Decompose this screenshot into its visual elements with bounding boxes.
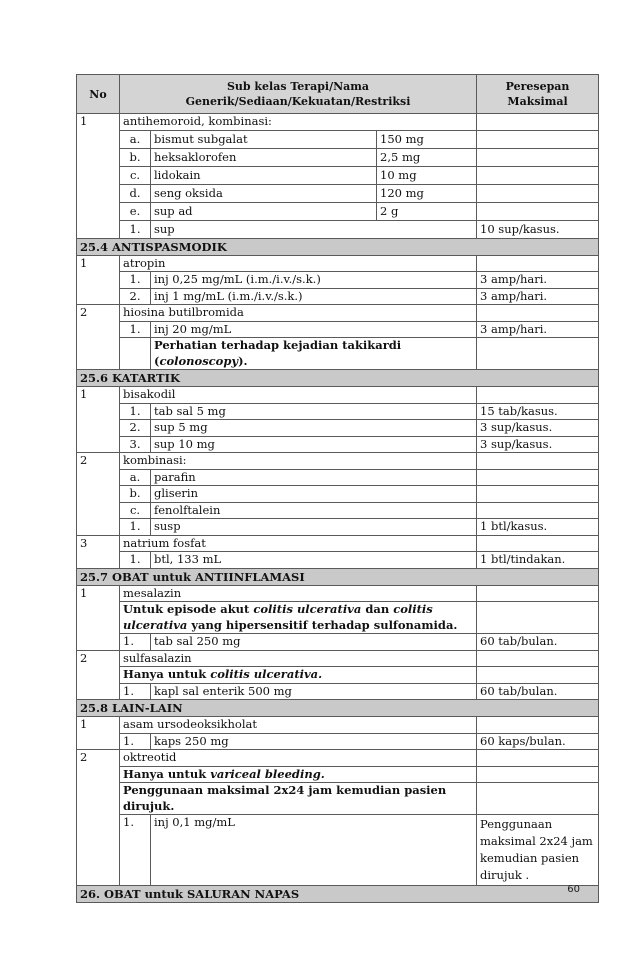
dosage-form: inj 0,1 mg/mL	[151, 815, 477, 886]
row-number: 1	[77, 717, 120, 750]
max-prescription: Penggunaan maksimal 2x24 jam kemudian pasien dirujuk .	[477, 815, 599, 886]
dosage-form: tab sal 5 mg	[151, 403, 477, 420]
table-row: c. lidokain 10 mg	[77, 166, 599, 184]
dosage-form: kaps 250 mg	[151, 733, 477, 750]
row-number: 1	[77, 114, 120, 239]
max-prescription: 3 sup/kasus.	[477, 420, 599, 437]
table-row: e. sup ad 2 g	[77, 202, 599, 220]
component-dose: 150 mg	[377, 130, 477, 148]
row-number: 3	[77, 535, 120, 568]
table-row: 1. susp 1 btl/kasus.	[77, 519, 599, 536]
component-dose: 2,5 mg	[377, 148, 477, 166]
row-number: 2	[77, 453, 120, 536]
component-name: bismut subgalat	[151, 130, 377, 148]
component-dose: 2 g	[377, 202, 477, 220]
section-header	[77, 238, 599, 255]
table-row	[77, 453, 599, 470]
section-header	[77, 370, 599, 387]
row-number: 2	[77, 305, 120, 370]
drug-name: oktreotid	[120, 750, 477, 767]
restriction-note: Hanya untuk variceal bleeding.	[120, 766, 477, 783]
max-prescription: 3 amp/hari.	[477, 288, 599, 305]
section-title: 26. OBAT untuk SALURAN NAPAS	[77, 886, 599, 903]
restriction-note: Untuk episode akut colitis ulcerativa dan colitis ulcerativa yang hipersensitif terhadap sulfonamida.	[120, 602, 477, 634]
row-number: 1	[77, 387, 120, 453]
component-name: sup ad	[151, 202, 377, 220]
table-row	[77, 114, 599, 131]
table-row	[77, 717, 599, 734]
component-name: parafin	[151, 469, 477, 486]
dosage-form: sup 5 mg	[151, 420, 477, 437]
formulary-table	[76, 74, 599, 903]
table-row: 2. inj 1 mg/mL (i.m./i.v./s.k.) 3 amp/hari.	[77, 288, 599, 305]
drug-name: sulfasalazin	[120, 650, 477, 667]
max-prescription: 3 amp/hari.	[477, 321, 599, 338]
drug-name: asam ursodeoksikholat	[120, 717, 477, 734]
table-row: b. gliserin	[77, 486, 599, 503]
dosage-form: sup 10 mg	[151, 436, 477, 453]
component-name: seng oksida	[151, 184, 377, 202]
section-title: 25.4 ANTISPASMODIK	[77, 238, 599, 255]
header-subkelas: Sub kelas Terapi/Nama Generik/Sediaan/Kekuatan/Restriksi	[120, 75, 477, 114]
max-prescription: 3 sup/kasus.	[477, 436, 599, 453]
table-row: d. seng oksida 120 mg	[77, 184, 599, 202]
drug-name: bisakodil	[120, 387, 477, 404]
dosage-form: kapl sal enterik 500 mg	[151, 683, 477, 700]
max-prescription: 1 btl/kasus.	[477, 519, 599, 536]
dosage-form: susp	[151, 519, 477, 536]
dosage-form: tab sal 250 mg	[151, 634, 477, 651]
max-prescription: 60 tab/bulan.	[477, 634, 599, 651]
table-row: b. heksaklorofen 2,5 mg	[77, 148, 599, 166]
row-number: 2	[77, 750, 120, 886]
table-row: 1. tab sal 5 mg 15 tab/kasus.	[77, 403, 599, 420]
table-row	[77, 783, 599, 815]
table-row	[77, 387, 599, 404]
table-row	[77, 650, 599, 667]
section-title: 25.7 OBAT untuk ANTIINFLAMASI	[77, 568, 599, 585]
max-prescription: 10 sup/kasus.	[477, 220, 599, 238]
row-number: 1	[77, 585, 120, 650]
section-header	[77, 700, 599, 717]
header-no: No	[77, 75, 120, 114]
dosage-form: sup	[151, 220, 477, 238]
restriction-note: Perhatian terhadap kejadian takikardi (colonoscopy).	[151, 338, 477, 370]
table-row	[77, 766, 599, 783]
table-row	[77, 338, 599, 370]
formulary-page	[76, 74, 598, 903]
max-prescription: 60 tab/bulan.	[477, 683, 599, 700]
table-row	[77, 305, 599, 322]
row-number: 1	[77, 255, 120, 305]
table-row: 1. inj 0,1 mg/mL Penggunaan maksimal 2x24 jam kemudian pasien dirujuk .	[77, 815, 599, 886]
max-prescription: 60 kaps/bulan.	[477, 733, 599, 750]
table-row: 1. sup 10 sup/kasus.	[77, 220, 599, 238]
component-name: lidokain	[151, 166, 377, 184]
header-peresepan: Peresepan Maksimal	[477, 75, 599, 114]
max-prescription: 3 amp/hari.	[477, 272, 599, 289]
component-dose: 10 mg	[377, 166, 477, 184]
table-row	[77, 585, 599, 602]
drug-name: atropin	[120, 255, 477, 272]
restriction-note: Penggunaan maksimal 2x24 jam kemudian pasien dirujuk.	[120, 783, 477, 815]
dosage-form: inj 1 mg/mL (i.m./i.v./s.k.)	[151, 288, 477, 305]
drug-name: natrium fosfat	[120, 535, 477, 552]
table-row	[77, 602, 599, 634]
table-row: 1. inj 20 mg/mL 3 amp/hari.	[77, 321, 599, 338]
table-row: a. parafin	[77, 469, 599, 486]
table-row	[77, 667, 599, 684]
max-prescription: 15 tab/kasus.	[477, 403, 599, 420]
restriction-note: Hanya untuk colitis ulcerativa.	[120, 667, 477, 684]
table-row	[77, 255, 599, 272]
table-row: 2. sup 5 mg 3 sup/kasus.	[77, 420, 599, 437]
table-row: c. fenolftalein	[77, 502, 599, 519]
table-row: 1. kaps 250 mg 60 kaps/bulan.	[77, 733, 599, 750]
table-row: 1. tab sal 250 mg 60 tab/bulan.	[77, 634, 599, 651]
component-dose: 120 mg	[377, 184, 477, 202]
page-number: 60	[567, 884, 580, 895]
section-header	[77, 568, 599, 585]
drug-name: kombinasi:	[120, 453, 477, 470]
max-prescription: 1 btl/tindakan.	[477, 552, 599, 569]
drug-name: mesalazin	[120, 585, 477, 602]
table-row: 3. sup 10 mg 3 sup/kasus.	[77, 436, 599, 453]
table-row	[77, 535, 599, 552]
table-row: 1. btl, 133 mL 1 btl/tindakan.	[77, 552, 599, 569]
section-title: 25.8 LAIN-LAIN	[77, 700, 599, 717]
table-row: 1. inj 0,25 mg/mL (i.m./i.v./s.k.) 3 amp/hari.	[77, 272, 599, 289]
table-row	[77, 750, 599, 767]
component-name: heksaklorofen	[151, 148, 377, 166]
component-name: fenolftalein	[151, 502, 477, 519]
dosage-form: inj 0,25 mg/mL (i.m./i.v./s.k.)	[151, 272, 477, 289]
row-number: 2	[77, 650, 120, 700]
dosage-form: btl, 133 mL	[151, 552, 477, 569]
table-row: 1. kapl sal enterik 500 mg 60 tab/bulan.	[77, 683, 599, 700]
table-row: a. bismut subgalat 150 mg	[77, 130, 599, 148]
drug-name: antihemoroid, kombinasi:	[120, 114, 477, 131]
section-title: 25.6 KATARTIK	[77, 370, 599, 387]
drug-name: hiosina butilbromida	[120, 305, 477, 322]
component-name: gliserin	[151, 486, 477, 503]
dosage-form: inj 20 mg/mL	[151, 321, 477, 338]
table-header	[77, 75, 599, 114]
